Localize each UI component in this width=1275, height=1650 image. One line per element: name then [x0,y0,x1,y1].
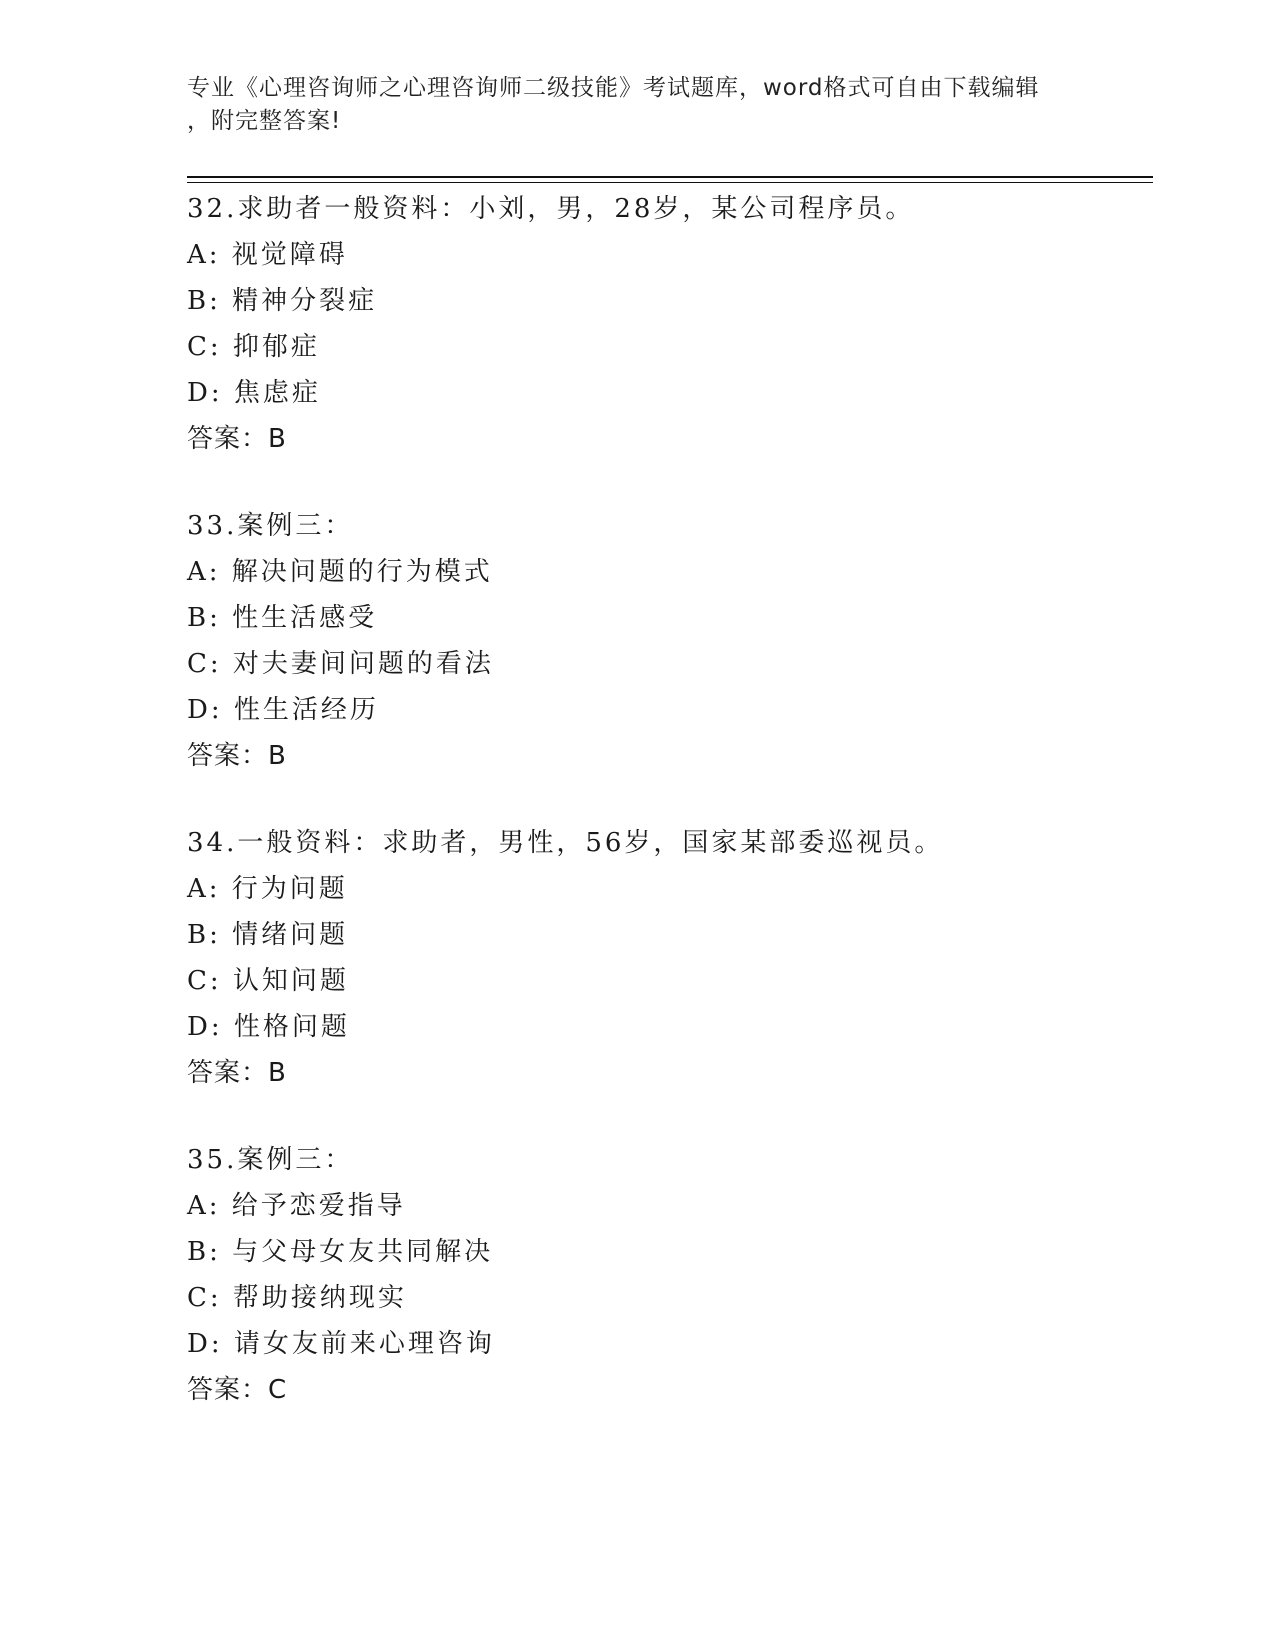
question-stem: 34.一般资料：求助者，男性，56岁，国家某部委巡视员。 [187,828,944,858]
question-stem: 35.案例三： [187,1145,354,1175]
header-divider-thick [187,176,1153,178]
option-c: C: 帮助接纳现实 [187,1283,407,1313]
header-line-1: 专业《心理咨询师之心理咨询师二级技能》考试题库，word格式可自由下载编辑 [187,75,1040,101]
option-d: D: 性生活经历 [187,695,379,725]
option-b: B: 情绪问题 [187,920,349,950]
option-a: A: 解决问题的行为模式 [187,557,493,587]
question-32 [187,186,1147,462]
answer-line: 答案：C [187,1375,288,1405]
option-a: A: 视觉障碍 [187,240,348,270]
answer-line: 答案：B [187,741,287,771]
option-b: B: 精神分裂症 [187,286,378,316]
option-b: B: 与父母女友共同解决 [187,1237,494,1267]
option-d: D: 请女友前来心理咨询 [187,1329,495,1359]
question-33 [187,503,1147,779]
option-c: C: 对夫妻间问题的看法 [187,649,494,679]
document-header [187,72,1087,138]
option-b: B: 性生活感受 [187,603,378,633]
option-c: C: 认知问题 [187,966,349,996]
option-d: D: 焦虑症 [187,378,321,408]
option-c: C: 抑郁症 [187,332,320,362]
header-divider-thin [187,182,1153,183]
option-a: A: 给予恋爱指导 [187,1191,406,1221]
question-stem: 32.求助者一般资料：小刘，男，28岁，某公司程序员。 [187,194,915,224]
question-stem: 33.案例三： [187,511,354,541]
answer-line: 答案：B [187,1058,287,1088]
header-line-2: ，附完整答案! [187,108,342,134]
answer-line: 答案：B [187,424,287,454]
option-d: D: 性格问题 [187,1012,350,1042]
option-a: A: 行为问题 [187,874,348,904]
question-35 [187,1137,1147,1413]
question-34 [187,820,1147,1096]
